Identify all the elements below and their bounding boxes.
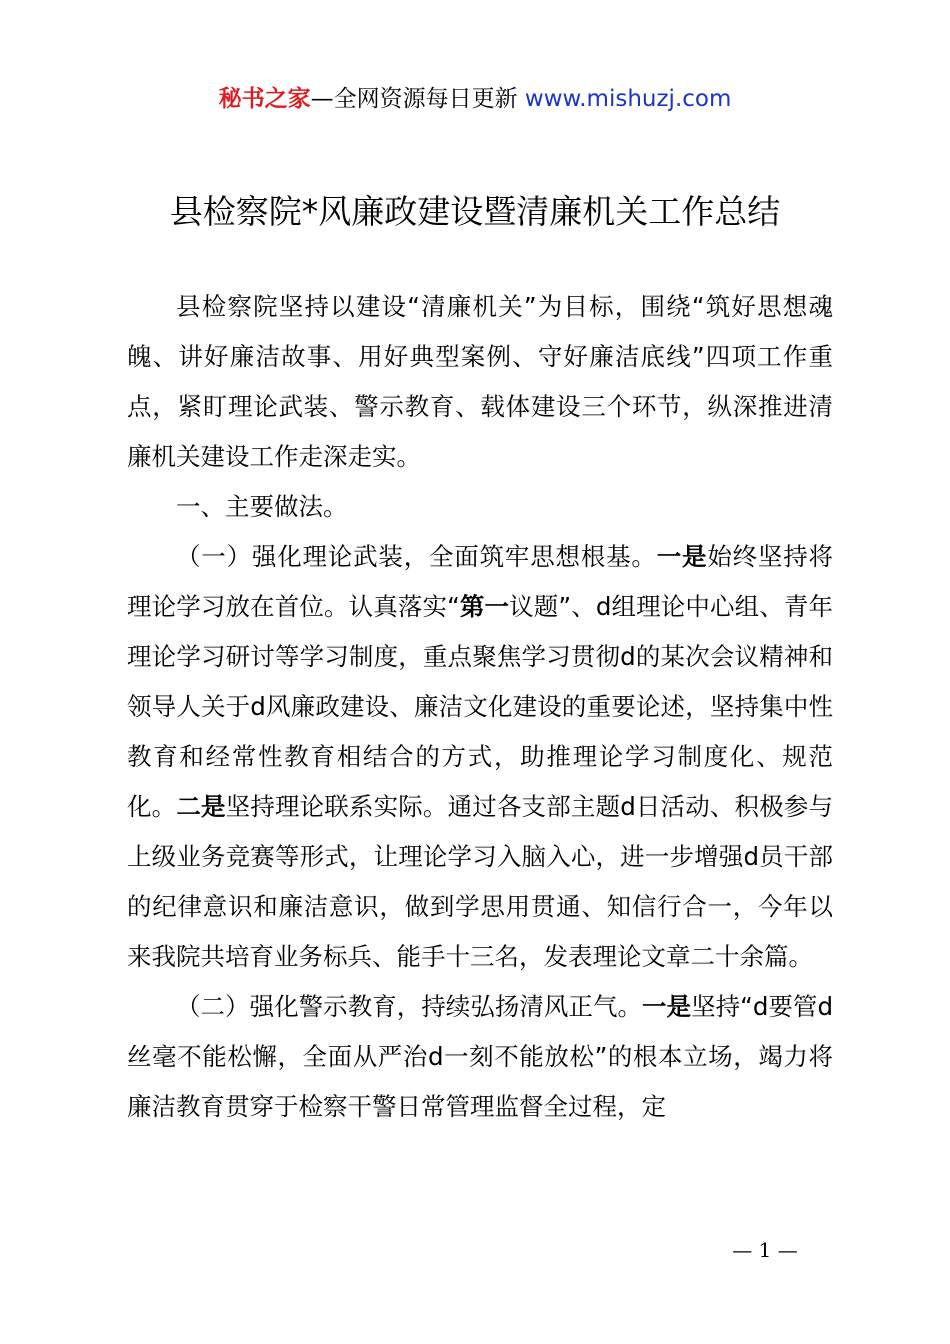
intro-paragraph: 县检察院坚持以建设“清廉机关”为目标，围绕“筑好思想魂魄、讲好廉洁故事、用好典型案例、守好廉洁底线”四项工作重点，紧盯理论武装、警示教育、载体建设三个环节，纵深推进清廉机关建设工作走深走实。 xyxy=(127,292,833,471)
document-body xyxy=(127,282,833,1132)
page-number: — 1 — xyxy=(732,1238,798,1262)
subheading-theory: （一）强化理论武装，全面筑牢思想根基。 xyxy=(176,542,657,571)
emphasis-first-topic: 第一 xyxy=(459,592,510,621)
paragraph-text: 始终坚持将理论学习放在首位。认真落实“ xyxy=(127,542,834,621)
site-url[interactable]: www.mishuzj.com xyxy=(524,86,732,112)
emphasis-first: 一是 xyxy=(642,992,692,1021)
emphasis-first: 一是 xyxy=(656,542,708,571)
emphasis-second: 二是 xyxy=(176,792,226,821)
document-title: 县检察院*风廉政建设暨清廉机关工作总结 xyxy=(169,192,781,231)
paragraph-text: 议题”、d组理论中心组、青年理论学习研讨等学习制度，重点聚焦学习贯彻d的某次会议精神和领导人关于d风廉政建设、廉洁文化建设的重要论述，坚持集中性教育和经常性教育相结合的方式，助推理论学习制度化、规范化。 xyxy=(127,592,833,821)
header-tagline: —全网资源每日更新 xyxy=(310,86,525,112)
paragraph-text: 坚持理论联系实际。通过各支部主题d日活动、积极参与上级业务竞赛等形式，让理论学习入脑入心，进一步增强d员干部的纪律意识和廉洁意识，做到学思用贯通、知信行合一，今年以来我院共培育业务标兵、能手十三名，发表理论文章二十余篇。 xyxy=(127,792,834,971)
subheading-warning: （二）强化警示教育，持续弘扬清风正气。 xyxy=(176,992,643,1021)
brand-name: 秘书之家 xyxy=(218,86,311,112)
paragraph-text: 坚持“d要管d丝毫不能松懈，全面从严治d一刻不能放松”的根本立场，竭力将廉洁教育贯穿于检察干警日常管理监督全过程，定 xyxy=(127,992,834,1121)
section-heading: 一、主要做法。 xyxy=(176,492,348,521)
paragraph-warning xyxy=(127,982,833,1132)
site-header xyxy=(0,80,950,113)
paragraph-theory xyxy=(127,532,833,982)
